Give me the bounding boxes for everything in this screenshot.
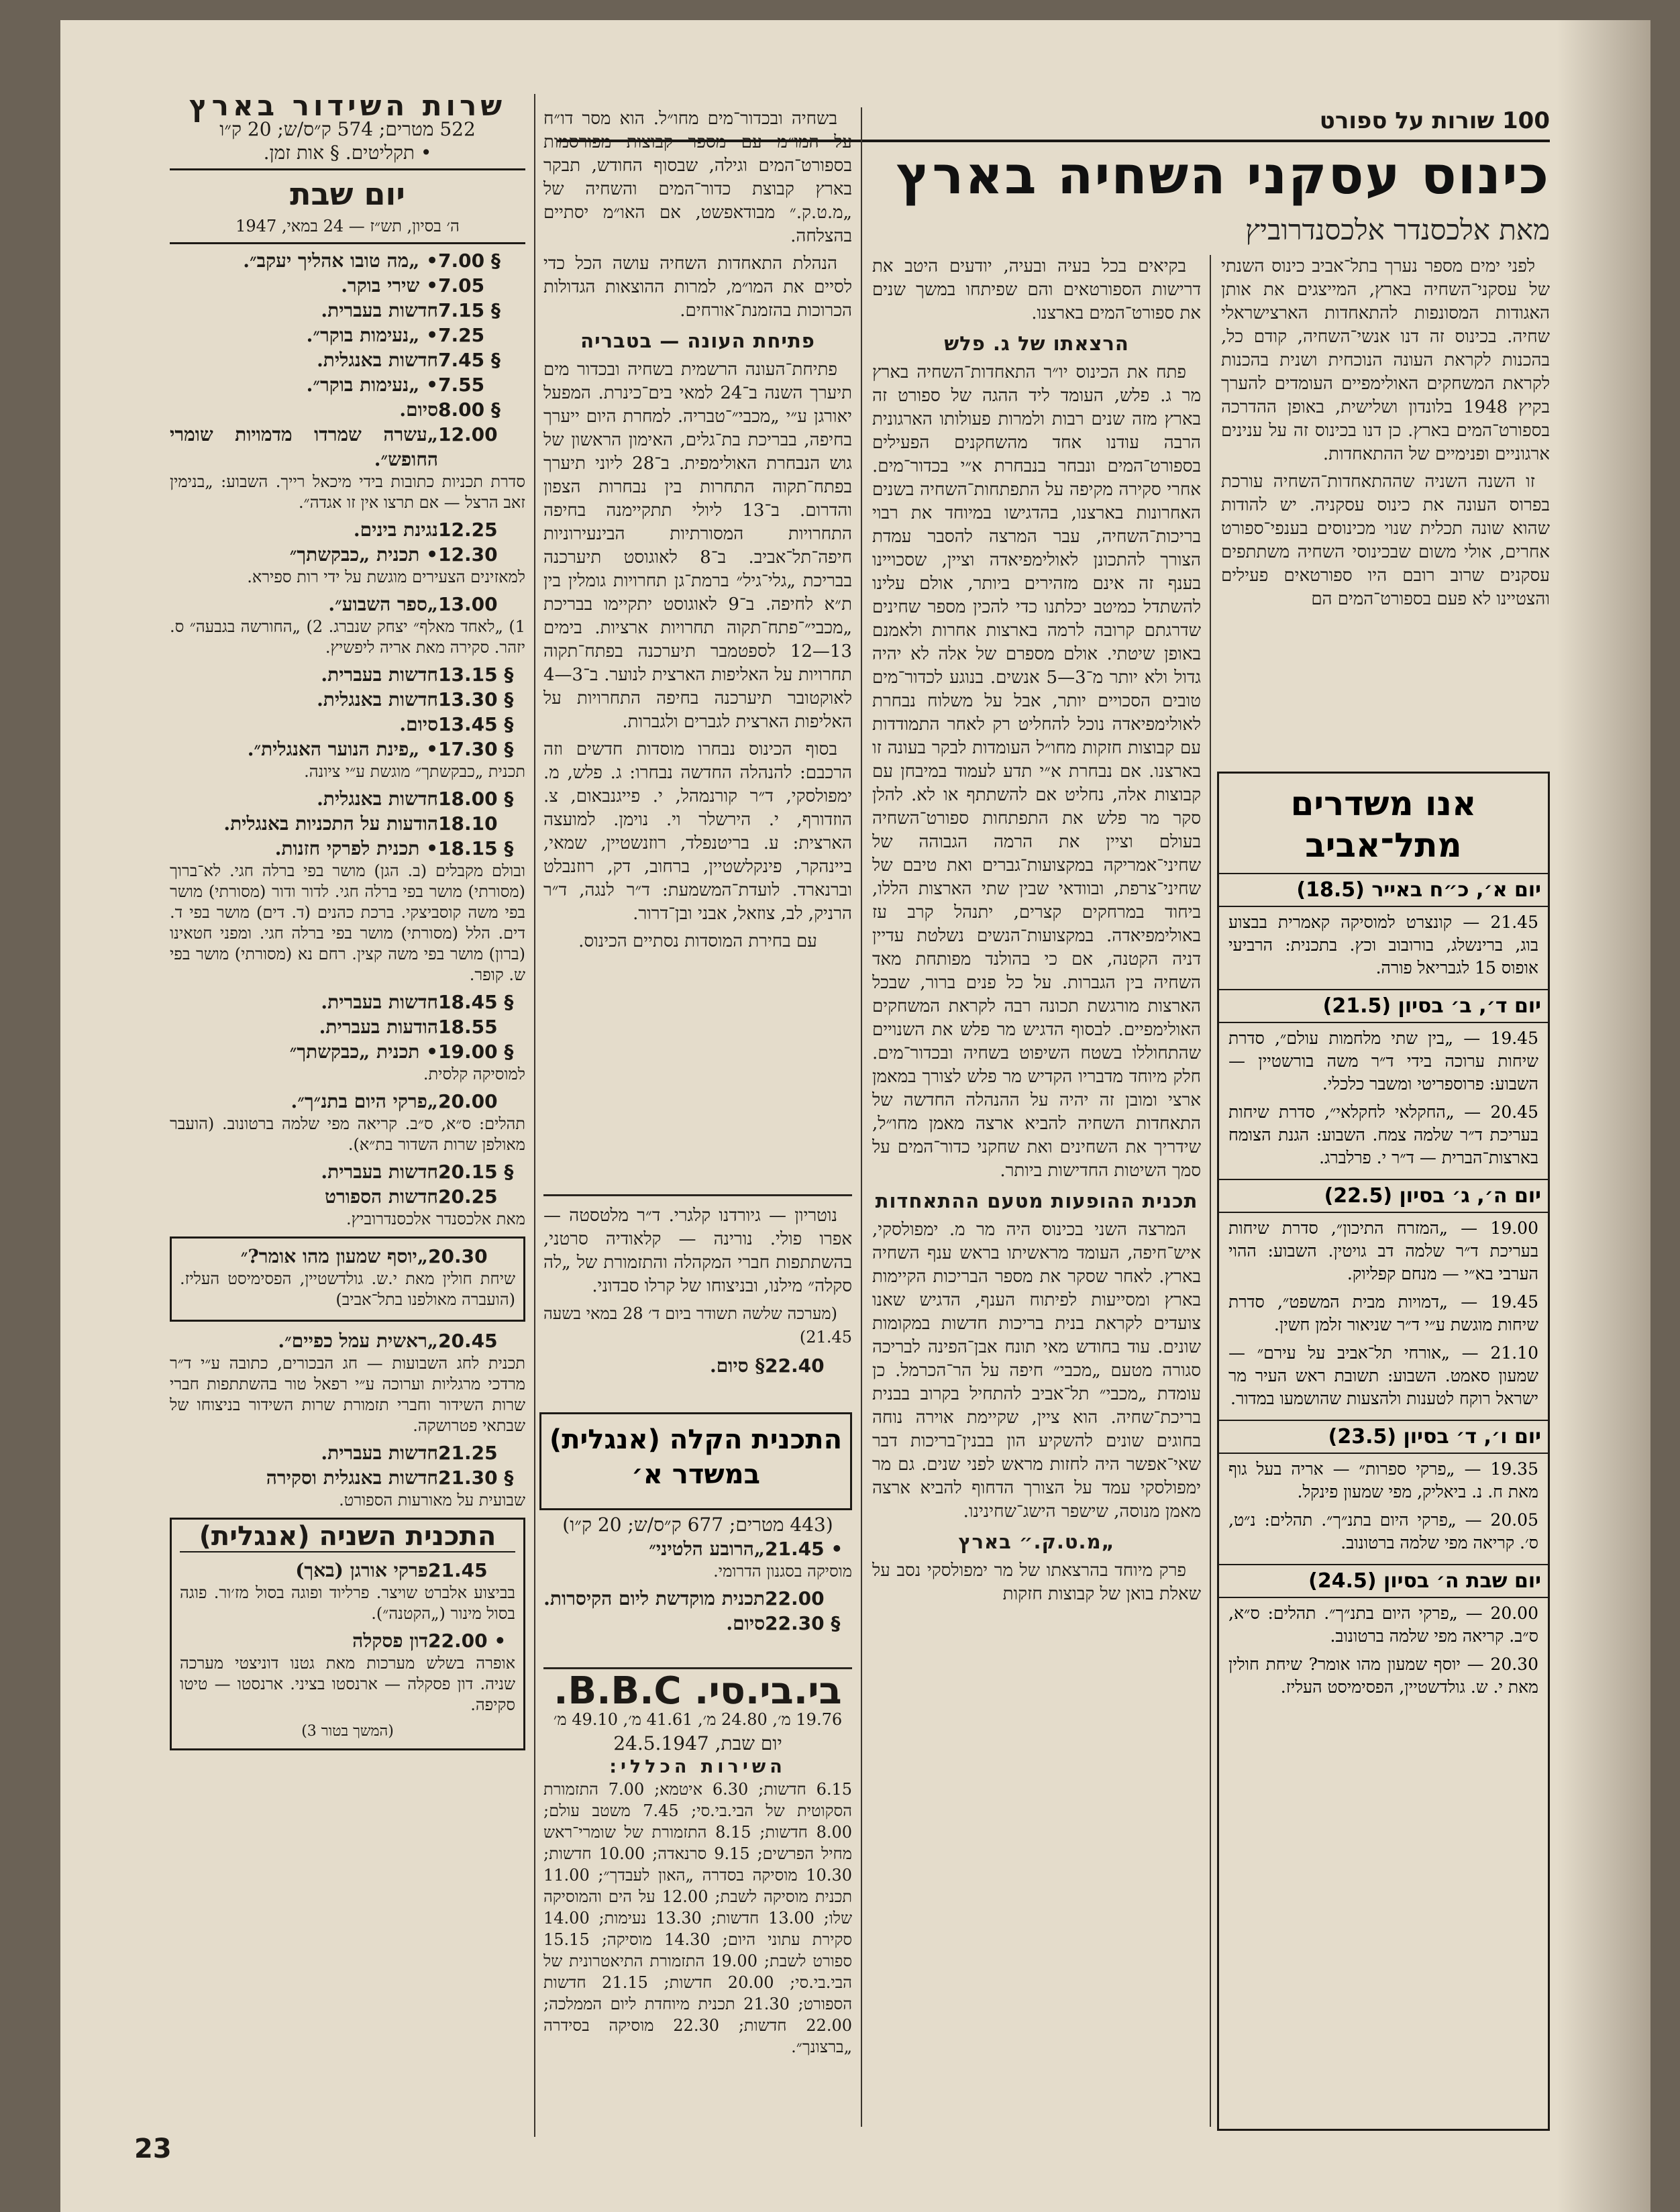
row-title: „הרובע הלטיני״ [649, 1538, 765, 1560]
row-time: 20.00 [438, 1090, 498, 1112]
day-heading: יום ו׳, ד׳ בסיון (23.5) [1219, 1420, 1548, 1454]
row-time: 7.25 [438, 324, 485, 346]
day-heading: יום ה׳, ג׳ בסיון (22.5) [1219, 1179, 1548, 1213]
light-programme-box [539, 1412, 852, 1510]
article-column-1 [1221, 255, 1550, 765]
schedule-row [170, 422, 525, 472]
section-rule [543, 1194, 852, 1196]
row-title: סיום. [399, 399, 438, 421]
schedule-row [170, 1440, 525, 1465]
row-time: 8.00 § [438, 399, 501, 421]
row-title: דון פסקלה [352, 1630, 428, 1652]
schedule-row [170, 1184, 525, 1209]
row-title: סיום. [726, 1612, 765, 1634]
day-heading: יום ד׳, ב׳ בסיון (21.5) [1219, 989, 1548, 1023]
program-item: 20.05 — „פרקי היום בתנ״ך״. תהלים: נ״ט, ס׳. קריאה מפי שלמה ברטונוב. [1228, 1510, 1538, 1552]
legend-line: • תקליטים. § אות זמן. [170, 141, 525, 170]
row-title: חדשות בעברית. [321, 299, 438, 321]
schedule-row [170, 372, 525, 397]
schedule-row [170, 786, 525, 811]
frequency-line: (443 מטרים; 677 ק״ס/ש; 20 ק״ו) [562, 1514, 833, 1536]
row-title: פרקי אורגן (באך) [295, 1559, 428, 1581]
row-note: ובולם מקבלים (ב. הגן) מושר בפי ברלה חגי. לא־ברוך (מסורתי) מושר בפי ברלה חגי. לדור ודור (מסורתי) מושר בפי משה קוסביצקי. ברכת כהנים (ד. דים) מושר בפי ד. דים. הלל (מסורתי) מושר בפי ברלה חגי. ומפני חטאינו (ברון) מושר בפי משה קצין. רחם נא (מסורתי) מושר בפי ש. קופר. [170, 861, 525, 984]
column-rule [861, 107, 862, 2127]
row-title: • „נעימות בוקר״. [306, 374, 438, 396]
schedule-row [170, 1014, 525, 1039]
schedule-row [180, 1558, 515, 1583]
day-heading: יום שבת ה׳ בסיון (24.5) [1219, 1564, 1548, 1598]
schedule-row [170, 298, 525, 323]
article-paragraph: פתח את הכינוס יו״ר התאחדות־השחיה בארץ מר ג. פלש, העומד ליד ההגה של ספורט זה בארץ מזה שנים רבות ולמרות פעולותו הארגונית הרבה עודנו אחד מהשחקנים הפעילים בספורט־המים ונבחר בנבחרת א״י בכדור־מים. אחרי סקירה מקיפה על התפתחות־השחיה בשנים האחרונות בארצנו, בהדגישו במיוחד את רבוי בריכות־השחיה, עבר המרצה להסבר עמדת הצורך להתכונן לאולימפיאדה וציין, שסכויינו בענף זה אינם מזהירים ביותר, אולם עלינו להשתדל כמיטב יכלתנו כדי להכין מספר שחינים שדרגתם קרובה לרמה בארצות אחרות ולאמנם באופן שיטתי. אולם מספרם של אלה לא יהיה גדול ולא יותר מ־3—5 אנשים. בנוגע לכדור־מים טובים הסכויים יותר, אבל על משלוח נבחרת לאולימפיאדה נוכל להחליט רק לאחר התמודדות עם קבוצות חזקות מחו״ל העומדות לבקר בעונה זו בארצנו. אם נבחרת א״י תדע לעמוד במיבחן עם קבוצות אלה, נחליט אם להשתתף או לא. להלן סקר מר פלש את התפתחות ספורט־השחיה בעולם וציין את הרמה הגבוהה של שחיני־אמריקה במקצועות־גברים ואת טיבם של שחיני־צרפת, ובוודאי שבין שתי הארצות הללו, ביחוד במרחקים קצרים, יתנהל קרב עז באולימפיאדה. במקצועות־הנשים נשלטת עדיין דניה הקטנה, אם כי בהולנד מפותחת מאד השחיה בין הגברות. על כל פנים ברור, שבכל הארצות מורגשת תכונה רבה לקראת המשחקים האולימפיים. לבסוף הדגיש מר פלש את השנויים שהתחוללו בשטח השיפוט בשחיה ובכדור־מים. חלק מיוחד מדבריו הקדיש מר פלש לצורך במאמן ארצי ומובן זה יהיה על ההנהלה החדשה של התאחדות השחיה להביא ארצה מאמן מחו״ל, שידריך את השחינים ואת שחקני כדור־המים על סמך השיטות החדישות ביותר. [872, 362, 1201, 1181]
row-time: 21.45 [428, 1559, 488, 1581]
row-time: 18.00 § [438, 788, 514, 810]
row-title: סיום. [399, 713, 438, 735]
box-day [1219, 989, 1548, 1175]
box-title: התכנית הקלה (אנגלית) במשדר א׳ [549, 1424, 843, 1490]
highlight-panel [170, 1236, 525, 1322]
schedule-row [180, 1244, 515, 1269]
row-time: 12.25 [438, 519, 498, 541]
row-title: חדשות באנגלית. [317, 788, 438, 810]
row-time: 22.40 [765, 1355, 825, 1377]
headline: כינוס עסקני השחיה בארץ [896, 146, 1550, 206]
row-title: הודעות בעברית. [319, 1016, 438, 1038]
box-day [1219, 1179, 1548, 1416]
date-line: ה׳ בסיון, תש״ז — 24 במאי, 1947 [170, 215, 525, 244]
row-title: „עשרה שמרדו מדמויות שומרי החופש״. [170, 423, 438, 470]
row-time: 21.45 • [765, 1538, 843, 1560]
row-title: • תכנית לפרקי חזנות. [274, 837, 438, 859]
bbc-section [543, 1674, 852, 2137]
row-time: 20.25 [438, 1186, 498, 1208]
program-item: 19.45 — „בין שתי מלחמות עולם״, סדרת שיחות ערוכה בידי ד״ר משה בורשטיין — השבוע: פרוספריטי ומשבר כלכלי. [1228, 1029, 1538, 1094]
page-number: 23 [134, 2134, 172, 2164]
article-paragraph: פרק מיוחד בהרצאתו של מר ימפולסקי נסב על שאלת בואן של קבוצות חזקות [872, 1561, 1201, 1604]
date-line: יום שבת, 24.5.1947 [613, 1732, 782, 1754]
row-title: • שירי בוקר. [341, 274, 438, 297]
light-programme-schedule [543, 1513, 852, 1661]
row-time: 13.45 § [438, 713, 514, 735]
bbc-schedule-text: 6.15 חדשות; 6.30 איטמא; 7.00 התזמורת הסקוטית של הבי.בי.סי; 7.45 משטב עולם; 8.00 חדשות; 8.15 התזמורת של שומרי־ראש מחיל הפרשים; 9.15 סרנאדה; 10.00 חדשות; 10.30 מוסיקה בסדרה „האון לעבדך״; 11.00 תכנית מוסיקה לשבת; 12.00 על הים והמוסיקה שלו; 13.00 חדשות; 13.30 נעימות; 14.00 סקירת עתוני היום; 14.30 מוסיקה; 15.15 ספורט לשבת; 19.00 התזמורת התיאטרונית של הבי.בי.סי; 20.00 חדשות; 21.15 חדשות הספורט; 21.30 תכנית מיוחדת ליום הממלכה; 22.00 חדשות; 22.30 מוסיקה בסידרה „ברצונך״. [543, 1780, 852, 2056]
article-column-3 [543, 107, 852, 1188]
row-title: חדשות בעברית. [321, 664, 438, 686]
row-time: 13.00 [438, 593, 498, 615]
row-time: 17.30 § [438, 738, 514, 760]
program-item: 19.45 — „דמויות מבית המשפט״, סדרת שיחות מוגשת ע״י ד״ר שניאור זלמן חשין. [1228, 1292, 1538, 1334]
schedule-row [170, 1328, 525, 1353]
row-title: תכנית מוקדשת ליום הקיסרות. [543, 1587, 765, 1610]
row-title: „ספר השבוע״. [328, 593, 438, 615]
article-paragraph: המרצה השני בכינוס היה מר מ. ימפולסקי, איש־חיפה, העומד מראשיתו בראש ענף השחיה בארץ. לאחר שסקר את מספר הבריכות הקיימות בארץ ומסייעות לפיתוח הענף, הדגיש שאנו צועדים לקראת בנית בריכות חדשות במקומות שונים. עוד בחודש מאי תונח אבן־הפינה לבריכה סגורה מטעם „מכבי״ חיפה על הר־הכרמל. כן עומדת „מכבי״ תל־אביב להתחיל בקרוב בבנית בריכת־שחיה. הוא ציין, שקיימת אוירה נוחה בחוגים שונים להשקיע הון בבנין־בריכות דבר שאי־אפשר היה לחזות מראש לפני שנים. גם מר ימפולסקי עמד על הצורך הדחוף להביא ארצה מאמן מנוסה, שישפר הישג־שחינינו. [872, 1220, 1201, 1522]
row-time: 12.00 [438, 423, 498, 445]
continuation-text: נוטריון — גיורדנו קלגרי. ד״ר מלטסטה — אפרו פולי. נורינה — קלאודיה סרטני, בהשתתפות חברי המקהלה והתזמורת של „לה סקלה״ מילנו, ובניצוחו של קרלו סבדוני. [543, 1206, 852, 1296]
row-note: תכנית לחג השבועות — חג הבכורים, כתובה ע״י ד״ר מרדכי מרגליות וערוכה ע״י רפאל טור בהשתתפות חברי שרות השידור וחברי תזמורת שרות השידור בניצוחו של שבתאי פטרושקה. [170, 1354, 525, 1435]
schedule-row [543, 1586, 852, 1611]
row-title: חדשות באנגלית וסקירה [266, 1467, 438, 1489]
column-rule [534, 94, 535, 2137]
row-time: 20.45 [438, 1330, 498, 1352]
article-paragraph: זו השנה השניה שההתאחדות־השחיה עורכת בפרוס העונה את כינוס עסקניה. יש להודות שהוא שונה תכלית שנוי מכינוסים בענפי־ספורט אחרים, אולי משום שבכינוסי השחיה משתתפים עסקנים שרוב רובם היו ספורטאים פעילים והצטיינו לא פעם בספורט־המים הם [1221, 472, 1550, 609]
box-day [1219, 1420, 1548, 1560]
section-kicker: 100 שורות על ספורט [1319, 107, 1550, 134]
program-item: 19.35 — „פרקי ספרות״ — אריה בעל גוף מאת ח. נ. ביאליק, מפי שמעון פינקל. [1228, 1459, 1538, 1502]
row-title: „פרקי היום בתנ״ך״. [291, 1090, 438, 1112]
schedule-row [170, 990, 525, 1014]
row-time: 7.15 § [438, 299, 501, 321]
schedule-row [170, 1465, 525, 1490]
article-paragraph: הנהלת התאחדות השחיה עושה הכל כדי לסיים את המו״מ, למרות ההוצאות הגדולות הכרוכות בהזמנת־אורחים. [543, 254, 852, 321]
schedule-row [170, 542, 525, 567]
schedule-row [170, 517, 525, 542]
row-time: 13.15 § [438, 664, 514, 686]
schedule-list [180, 1558, 515, 1716]
row-title: חדשות באנגלית. [317, 688, 438, 710]
row-title: „יוסף שמעון מהו אומר?״ [240, 1245, 428, 1267]
panel-title: התכנית השניה (אנגלית) [180, 1525, 515, 1552]
second-programme-panel [170, 1518, 525, 1750]
row-time: 12.30 [438, 543, 498, 566]
row-title: • תכנית „כבקשתך״ [289, 543, 438, 566]
row-time: 21.25 [438, 1442, 498, 1464]
row-time: 22.30 § [765, 1612, 841, 1634]
frequency-line: 522 מטרים; 574 ק״ס/ש; 20 ק״ו [219, 118, 476, 140]
schedule-list [170, 1328, 525, 1511]
schedule-list [170, 248, 525, 1230]
continued-note: (המשך בטור 3) [301, 1723, 394, 1740]
row-title: חדשות הספורט [325, 1186, 438, 1208]
box-day [1219, 873, 1548, 985]
row-note: תהלים: ס״א, ס״ב. קריאה מפי שלמה ברטונוב. (הועבר מאולפן שרות השדור בת״א). [170, 1114, 525, 1154]
row-time: 22.00 [765, 1587, 825, 1610]
row-time: 18.10 [438, 812, 498, 835]
row-time: 7.00 § [438, 250, 501, 272]
section-rule [543, 1667, 852, 1669]
row-time: 21.30 § [438, 1467, 514, 1489]
tel-aviv-broadcast-box [1217, 772, 1550, 2131]
row-title: הודעות על התכניות באנגלית. [223, 812, 438, 835]
schedule-row [170, 323, 525, 348]
row-note: בביצוע אלברט שויצר. פרליוד ופוגה בסול מז׳ור. פוגה בסול מינור („הקטנה״). [180, 1583, 516, 1623]
continuation-note: (מערכה שלשה תשודר ביום ד׳ 28 במאי בשעה 21.45) [543, 1304, 852, 1347]
row-title: חדשות בעברית. [321, 991, 438, 1013]
newspaper-page [60, 20, 1650, 2212]
row-title: • תכנית „כבקשתך״ [289, 1041, 438, 1063]
schedule-row [170, 1039, 525, 1064]
program-item: 20.30 — יוסף שמעון מהו אומר? שיחת חולין מאת י. ש. גולדשטיין, הפסימיסט העליז. [1228, 1654, 1538, 1697]
row-note: מוסיקה בסגנון הדרומי. [713, 1562, 852, 1581]
section-subhead: תכנית ההופעות מטעם ההתאחדות [875, 1190, 1198, 1212]
row-title: נגינת בינים. [353, 519, 438, 541]
schedule-row [170, 248, 525, 273]
program-item: 20.45 — „החקלאי לחקלאי״, סדרת שיחות בעריכת ד״ר שלמה צמח. השבוע: הגנת הצומח בארצות־הברית — ד״ר י. פרלברג. [1228, 1102, 1538, 1167]
row-title: • „פינת הנוער האנגלית״. [247, 738, 438, 760]
schedule-row [170, 811, 525, 836]
schedule-row [543, 1353, 852, 1378]
row-title: „ראשית עמל כפיים״. [278, 1330, 438, 1352]
frequency-line: 19.76 מ׳, 24.80 מ׳, 41.61 מ׳, 49.10 מ׳ [553, 1710, 843, 1729]
schedule-row [170, 348, 525, 372]
row-time: 19.00 § [438, 1041, 514, 1063]
service-heading: השירות הכללי: [609, 1756, 786, 1777]
schedule-row [170, 836, 525, 861]
schedule-row [170, 712, 525, 737]
schedule-row [170, 1089, 525, 1114]
row-title: חדשות באנגלית. [317, 349, 438, 371]
row-time: 7.55 [438, 374, 485, 396]
schedule-row [180, 1628, 515, 1653]
schedule-row [170, 397, 525, 422]
row-title: חדשות בעברית. [321, 1442, 438, 1464]
program-item: 19.00 — „המזרח התיכון״, סדרת שיחות בעריכת ד״ר שלמה דב גויטין. השבוע: ההוי הערבי בא״י — מנחם קפליוק. [1228, 1218, 1538, 1283]
schedule-row [170, 592, 525, 617]
row-title: • „מה טובו אהליך יעקב״. [243, 250, 438, 272]
row-note: למאזינים הצעירים מוגשת על ידי רות ספירא. [247, 568, 525, 586]
row-time: 18.45 § [438, 991, 514, 1013]
article-paragraph: פתיחת־העונה הרשמית בשחיה ובכדור מים תיערך השנה ב־24 למאי בים־כינרת. המפעל יאורגן ע״י „מכבי״־טבריה. למחרת היום ייערך בחיפה, בבריכת בת־גלים, האימון הראשון של גוש הנבחרת האולימפית. ב־28 ליוני תיערך בפתח־תקוה התחרות בין נבחרות הצפון והדרום. ב־13 ליולי תתקיימנה בחיפה התחרויות המסורתיות הבינעירוניות חיפה־תל־אביב. ב־8 לאוגוסט תיערכנה בבריכת „גלי־גיל״ ברמת־גן תחרויות גומלין בין ת״א לחיפה. ב־9 לאוגוסט יתקיימו בבריכת „מכבי״־פתח־תקוה תחרויות ארציות. בימים 13—12 לספטמבר תיערכנה בפתח־תקוה תחרויות על האליפות הארצית לנוער. ב־3—4 לאוקטובר תיערכנה בחיפה התחרויות על האליפות הארצית לגברים ולגברות. [543, 360, 852, 732]
article-paragraph: עם בחירת המוסדות נסתיים הכינוס. [578, 931, 817, 951]
article-column-2 [872, 255, 1201, 2127]
row-note: שבועית על מאורעות הספורט. [339, 1491, 525, 1510]
program-item: 20.00 — „פרקי היום בתנ״ך״. תהלים: ס״א, ס״ב. קריאה מפי שלמה ברטונוב. [1228, 1603, 1538, 1646]
row-time: 18.15 § [438, 837, 514, 859]
row-time: 7.45 § [438, 349, 501, 371]
row-title: • „נעימות בוקר״. [306, 324, 438, 346]
schedule-row [170, 273, 525, 298]
row-time: 13.30 § [438, 688, 514, 710]
article-paragraph: בשחיה ובכדור־מים מחו״ל. הוא מסר דו״ח על המו״מ עם מספר קבוצות מפורסמות בספורט־המים וגילה, שבסוף החודש, תבקר בארץ קבוצת כדור־המים והשחיה של „מ.ט.ק.״ מבודאפשט, אם האו״מ יסתיים בהצלחה. [543, 109, 852, 246]
schedule-row [543, 1611, 852, 1636]
row-title: § סיום. [709, 1355, 765, 1377]
schedule-row [170, 687, 525, 712]
article-paragraph: בקיאים בכל בעיה ובעיה, יודעים היטב את דרישות הספורטאים והם שפיתחו במשך שנים את ספורט־המים בארצנו. [872, 256, 1201, 323]
row-note: 1) „לאחד מאלף״ יצחק שנברג. 2) „החורשה בגבעה״ ס. יזהר. סקירה מאת אריה ליפשיץ. [170, 617, 525, 657]
byline: מאת אלכסנדר אלכסנדרוביץ [1245, 213, 1550, 246]
row-note: מאת אלכסנדר אלכסנדרוביץ. [346, 1210, 525, 1228]
row-time: 7.05 [438, 274, 485, 297]
schedule-title: שרות השידור בארץ [189, 94, 507, 122]
row-title: חדשות בעברית. [321, 1161, 438, 1183]
row-time: 18.55 [438, 1016, 498, 1038]
column-rule [1210, 255, 1211, 2127]
article-paragraph: בסוף הכינוס נבחרו מוסדות חדשים וזה הרכבם: להנהלה החדשה נבחרו: ג. פלש, מ. ימפולסקי, ד״ר קורנמהל, י. פייגנבאום, צ. הוזדורף, י. הירשלר וי. נוימן. למועצה הארצית: ע. בריטנפלד, רוזנשטיין, שמאי, ביינהקר, פינקלשטיין, ברחוב, דק, רוזנבלט וברנארד. לועדת־המשמעת: ד״ר לנגה, ד״ר הרניק, לב, צוזאל, אבני ובן־דרור. [543, 739, 852, 924]
day-title: יום שבת [290, 176, 405, 212]
radio-schedule-column [170, 94, 525, 2134]
row-time: 20.30 [428, 1245, 488, 1267]
program-item: 21.10 — „אורחי תל־אביב על עירם״ — שמעון סאמט. השבוע: תשובת ראש העיר מר ישראל רוקח לטענות ולהצעות שהושמעו במדור. [1228, 1343, 1538, 1408]
section-subhead: הרצאתו של ג. פלש [944, 332, 1129, 355]
box-day [1219, 1564, 1548, 1704]
row-note: למוסיקה קלסית. [423, 1065, 525, 1084]
row-note: שיחת חולין מאת י.ש. גולדשטיין, הפסימיסט העליז. (הועברה מאולפנו בתל־אביב) [180, 1269, 515, 1309]
section-subhead: „מ.ט.ק.״ בארץ [958, 1530, 1115, 1553]
row-note: אופרה בשלש מערכות מאת גטנו דוניצטי מערכה שניה. דון פסקלה — ארנסטו בציני. ארנסטו — טיטו סקיפה. [180, 1654, 515, 1714]
page-gutter-shadow [1557, 20, 1650, 2212]
schedule-row [543, 1536, 852, 1561]
bbc-title: בי.בי.סי. B.B.C. [554, 1674, 842, 1713]
day-heading: יום א׳, כ״ח באייר (18.5) [1219, 873, 1548, 907]
schedule-row [170, 1159, 525, 1184]
row-time: 22.00 • [428, 1630, 507, 1652]
schedule-row [170, 662, 525, 687]
row-time: 20.15 § [438, 1161, 514, 1183]
row-note: תכנית „כבקשתך״ מוגשת ע״י ציונה. [304, 762, 525, 781]
program-item: 21.45 — קונצרט למוסיקה קאמרית בבצוע בוג, ברינשלג, בורובוב וכץ. בתכנית: הרביעי אופוס 15 לגבריאל פורה. [1228, 912, 1538, 978]
section-subhead: פתיחת העונה — בטבריה [580, 329, 815, 352]
row-note: סדרת תכניות כתובות בידי מיכאל רייך. השבוע: „בנימין זאב הרצל — אם תרצו אין זו אגדה״. [170, 472, 525, 512]
article-paragraph: לפני ימים מספר נערך בתל־אביב כינוס השנתי של עסקני־השחיה בארץ, המייצגים את אותן האגודות המסונפות להתאחדות הארצישראלי שחיה. בכינוס זה דנו אנשי־השחיה, קודם כל, בהכנות לקראת העונה הנוכחית ושנית בהכנות לקראת המשחקים האולימפיים העומדים להערך בקיץ 1948 בלונדון ושלישית, באופן ההדרכה בספורט־המים בארץ. כן דנו בכינוס זה על ענינים ארגוניים ופנימיים של ההתאחדות. [1221, 256, 1550, 464]
schedule-row [170, 737, 525, 761]
box-title: אנו משדרים מתל־אביב [1290, 784, 1477, 865]
opera-continuation [543, 1204, 852, 1399]
